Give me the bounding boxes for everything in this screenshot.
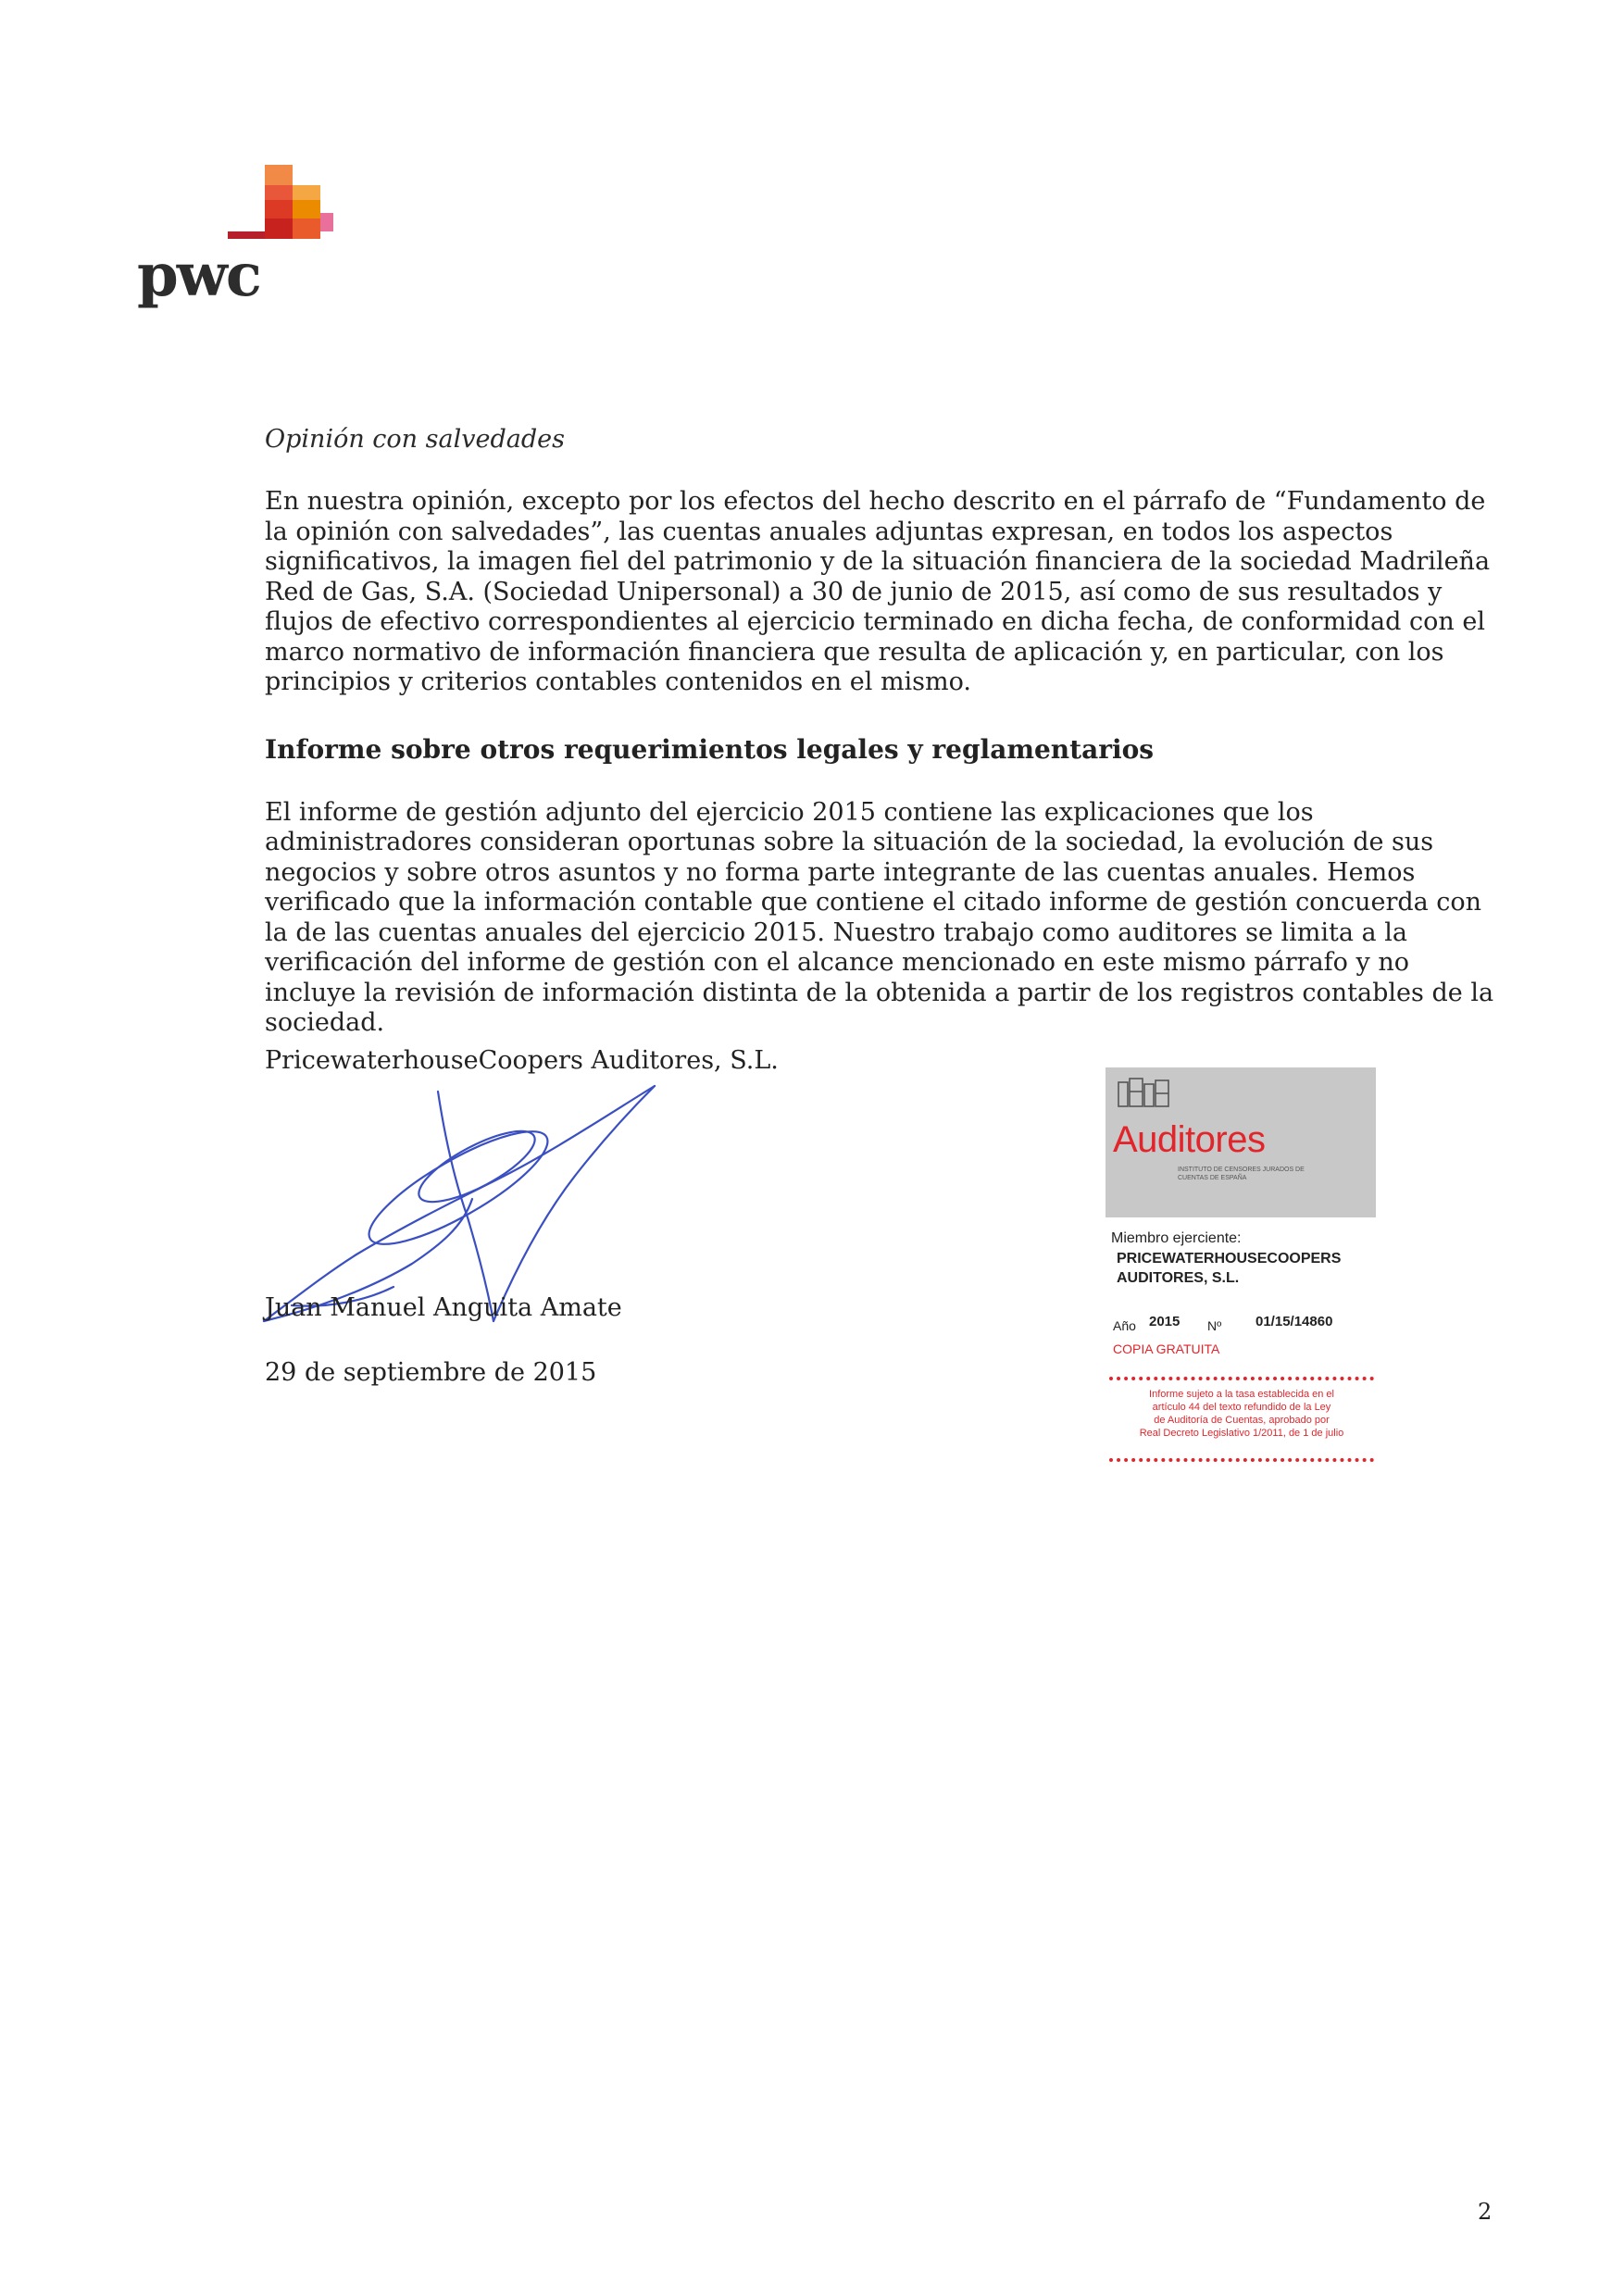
stamp-legal-text	[1109, 1388, 1374, 1440]
page-number: 2	[1478, 2199, 1493, 2225]
icjce-emblem-icon	[1117, 1077, 1172, 1110]
stamp-legal-line3: de Auditoría de Cuentas, aprobado por	[1154, 1415, 1330, 1426]
stamp-copy-label: COPIA GRATUITA	[1113, 1341, 1220, 1356]
firm-name: PricewaterhouseCoopers Auditores, S.L.	[265, 1046, 779, 1075]
pwc-logo-text: pwc	[137, 241, 260, 310]
stamp-member-label: Miembro ejerciente:	[1111, 1230, 1242, 1246]
stamp-legal-line4: Real Decreto Legislativo 1/2011, de 1 de julio	[1139, 1428, 1344, 1439]
stamp-dotted-divider-top	[1109, 1377, 1374, 1380]
stamp-legal-line1: Informe sujeto a la tasa establecida en el	[1149, 1389, 1334, 1400]
opinion-paragraph: En nuestra opinión, excepto por los efectos del hecho descrito en el párrafo de “Fundamento de la opinión con salvedades”, las cuentas anuales adjuntas expresan, en todos los aspectos significativos, la imagen fiel del patrimonio y de la situación financiera de la sociedad Madrileña Red de Gas, S.A. (Sociedad Unipersonal) a 30 de junio de 2015, así como de sus resultados y flujos de efectivo correspondientes al ejercicio terminado en dicha fecha, de conformidad con el marco normativo de información financiera que resulta de aplicación y, en particular, con los principios y criterios contables contenidos en el mismo.	[265, 487, 1491, 696]
stamp-number: 01/15/14860	[1255, 1314, 1333, 1329]
signer-name: Juan Manuel Anguita Amate	[265, 1293, 622, 1322]
signature-date: 29 de septiembre de 2015	[265, 1358, 597, 1387]
stamp-dotted-divider-bottom	[1109, 1458, 1374, 1462]
stamp-year: 2015	[1149, 1314, 1181, 1329]
stamp-institute: INSTITUTO DE CENSORES JURADOS DE CUENTAS DE ESPAÑA	[1178, 1167, 1305, 1181]
opinion-subtitle: Opinión con salvedades	[265, 425, 565, 454]
stamp-member-name-line1: PRICEWATERHOUSECOOPERS	[1117, 1251, 1342, 1267]
stamp-header	[1106, 1067, 1376, 1217]
stamp-legal-line2: artículo 44 del texto refundido de la Ley	[1152, 1402, 1331, 1413]
pwc-logo-blocks	[137, 165, 350, 248]
stamp-member-name	[1117, 1249, 1376, 1288]
stamp-number-label: Nº	[1207, 1318, 1222, 1333]
stamp-year-label: Año	[1113, 1318, 1136, 1333]
report-body	[265, 424, 1505, 1074]
legal-requirements-paragraph: El informe de gestión adjunto del ejercicio 2015 contiene las explicaciones que los administradores consideran oportunas sobre la situación de la sociedad, la evolución de sus negocios y sobre otros asuntos y no forma parte integrante de las cuentas anuales. Hemos verificado que la información contable que contiene el citado informe de gestión concuerda con la de las cuentas anuales del ejercicio 2015. Nuestro trabajo como auditores se limita a la verificación del informe de gestión con el alcance mencionado en este mismo párrafo y no incluye la revisión de información distinta de la obtenida a partir de los registros contables de la sociedad.	[265, 797, 1494, 1037]
stamp-brand: Auditores	[1113, 1119, 1266, 1160]
auditor-stamp	[1106, 1067, 1376, 1469]
pwc-logo	[137, 165, 350, 313]
stamp-member-name-line2: AUDITORES, S.L.	[1117, 1270, 1240, 1286]
legal-requirements-heading: Informe sobre otros requerimientos legales y reglamentarios	[265, 733, 1155, 765]
